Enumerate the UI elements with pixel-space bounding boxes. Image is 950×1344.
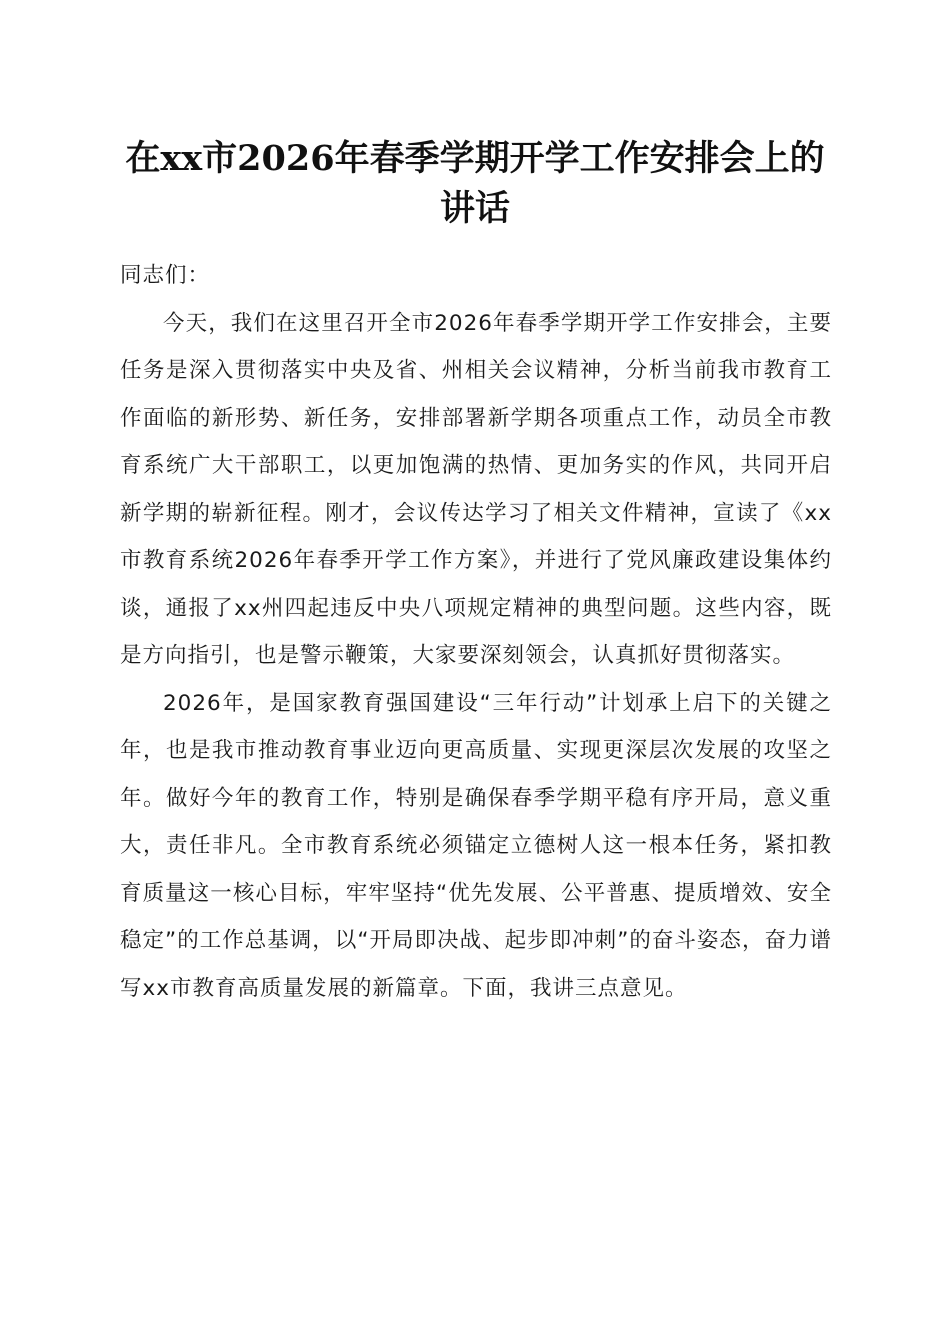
paragraph-1: 今天，我们在这里召开全市2026年春季学期开学工作安排会，主要任务是深入贯彻落实中央及省、州相关会议精神，分析当前我市教育工作面临的新形势、新任务，安排部署新学期各项重点工作，动员全市教育系统广大干部职工，以更加饱满的热情、更加务实的作风，共同开启新学期的崭新征程。刚才，会议传达学习了相关文件精神，宣读了《xx市教育系统2026年春季开学工作方案》，并进行了党风廉政建设集体约谈，通报了xx州四起违反中央八项规定精神的典型问题。这些内容，既是方向指引，也是警示鞭策，大家要深刻领会，认真抓好贯彻落实。 — [120, 310, 832, 668]
document-title — [105, 134, 845, 234]
document-title-line-1: 在xx市2026年春季学期开学工作安排会上的 — [125, 138, 825, 179]
paragraph-2: 2026年，是国家教育强国建设“三年行动”计划承上启下的关键之年，也是我市推动教育事业迈向更高质量、实现更深层次发展的攻坚之年。做好今年的教育工作，特别是确保春季学期平稳有序开局，意义重大，责任非凡。全市教育系统必须锚定立德树人这一根本任务，紧扣教育质量这一核心目标，牢牢坚持“优先发展、公平普惠、提质增效、安全稳定”的工作总基调，以“开局即决战、起步即冲刺”的奋斗姿态，奋力谱写xx市教育高质量发展的新篇章。下面，我讲三点意见。 — [120, 690, 832, 1001]
document-title-line-2: 讲话 — [439, 188, 510, 229]
document-body — [120, 252, 832, 1012]
salutation: 同志们： — [120, 263, 211, 288]
